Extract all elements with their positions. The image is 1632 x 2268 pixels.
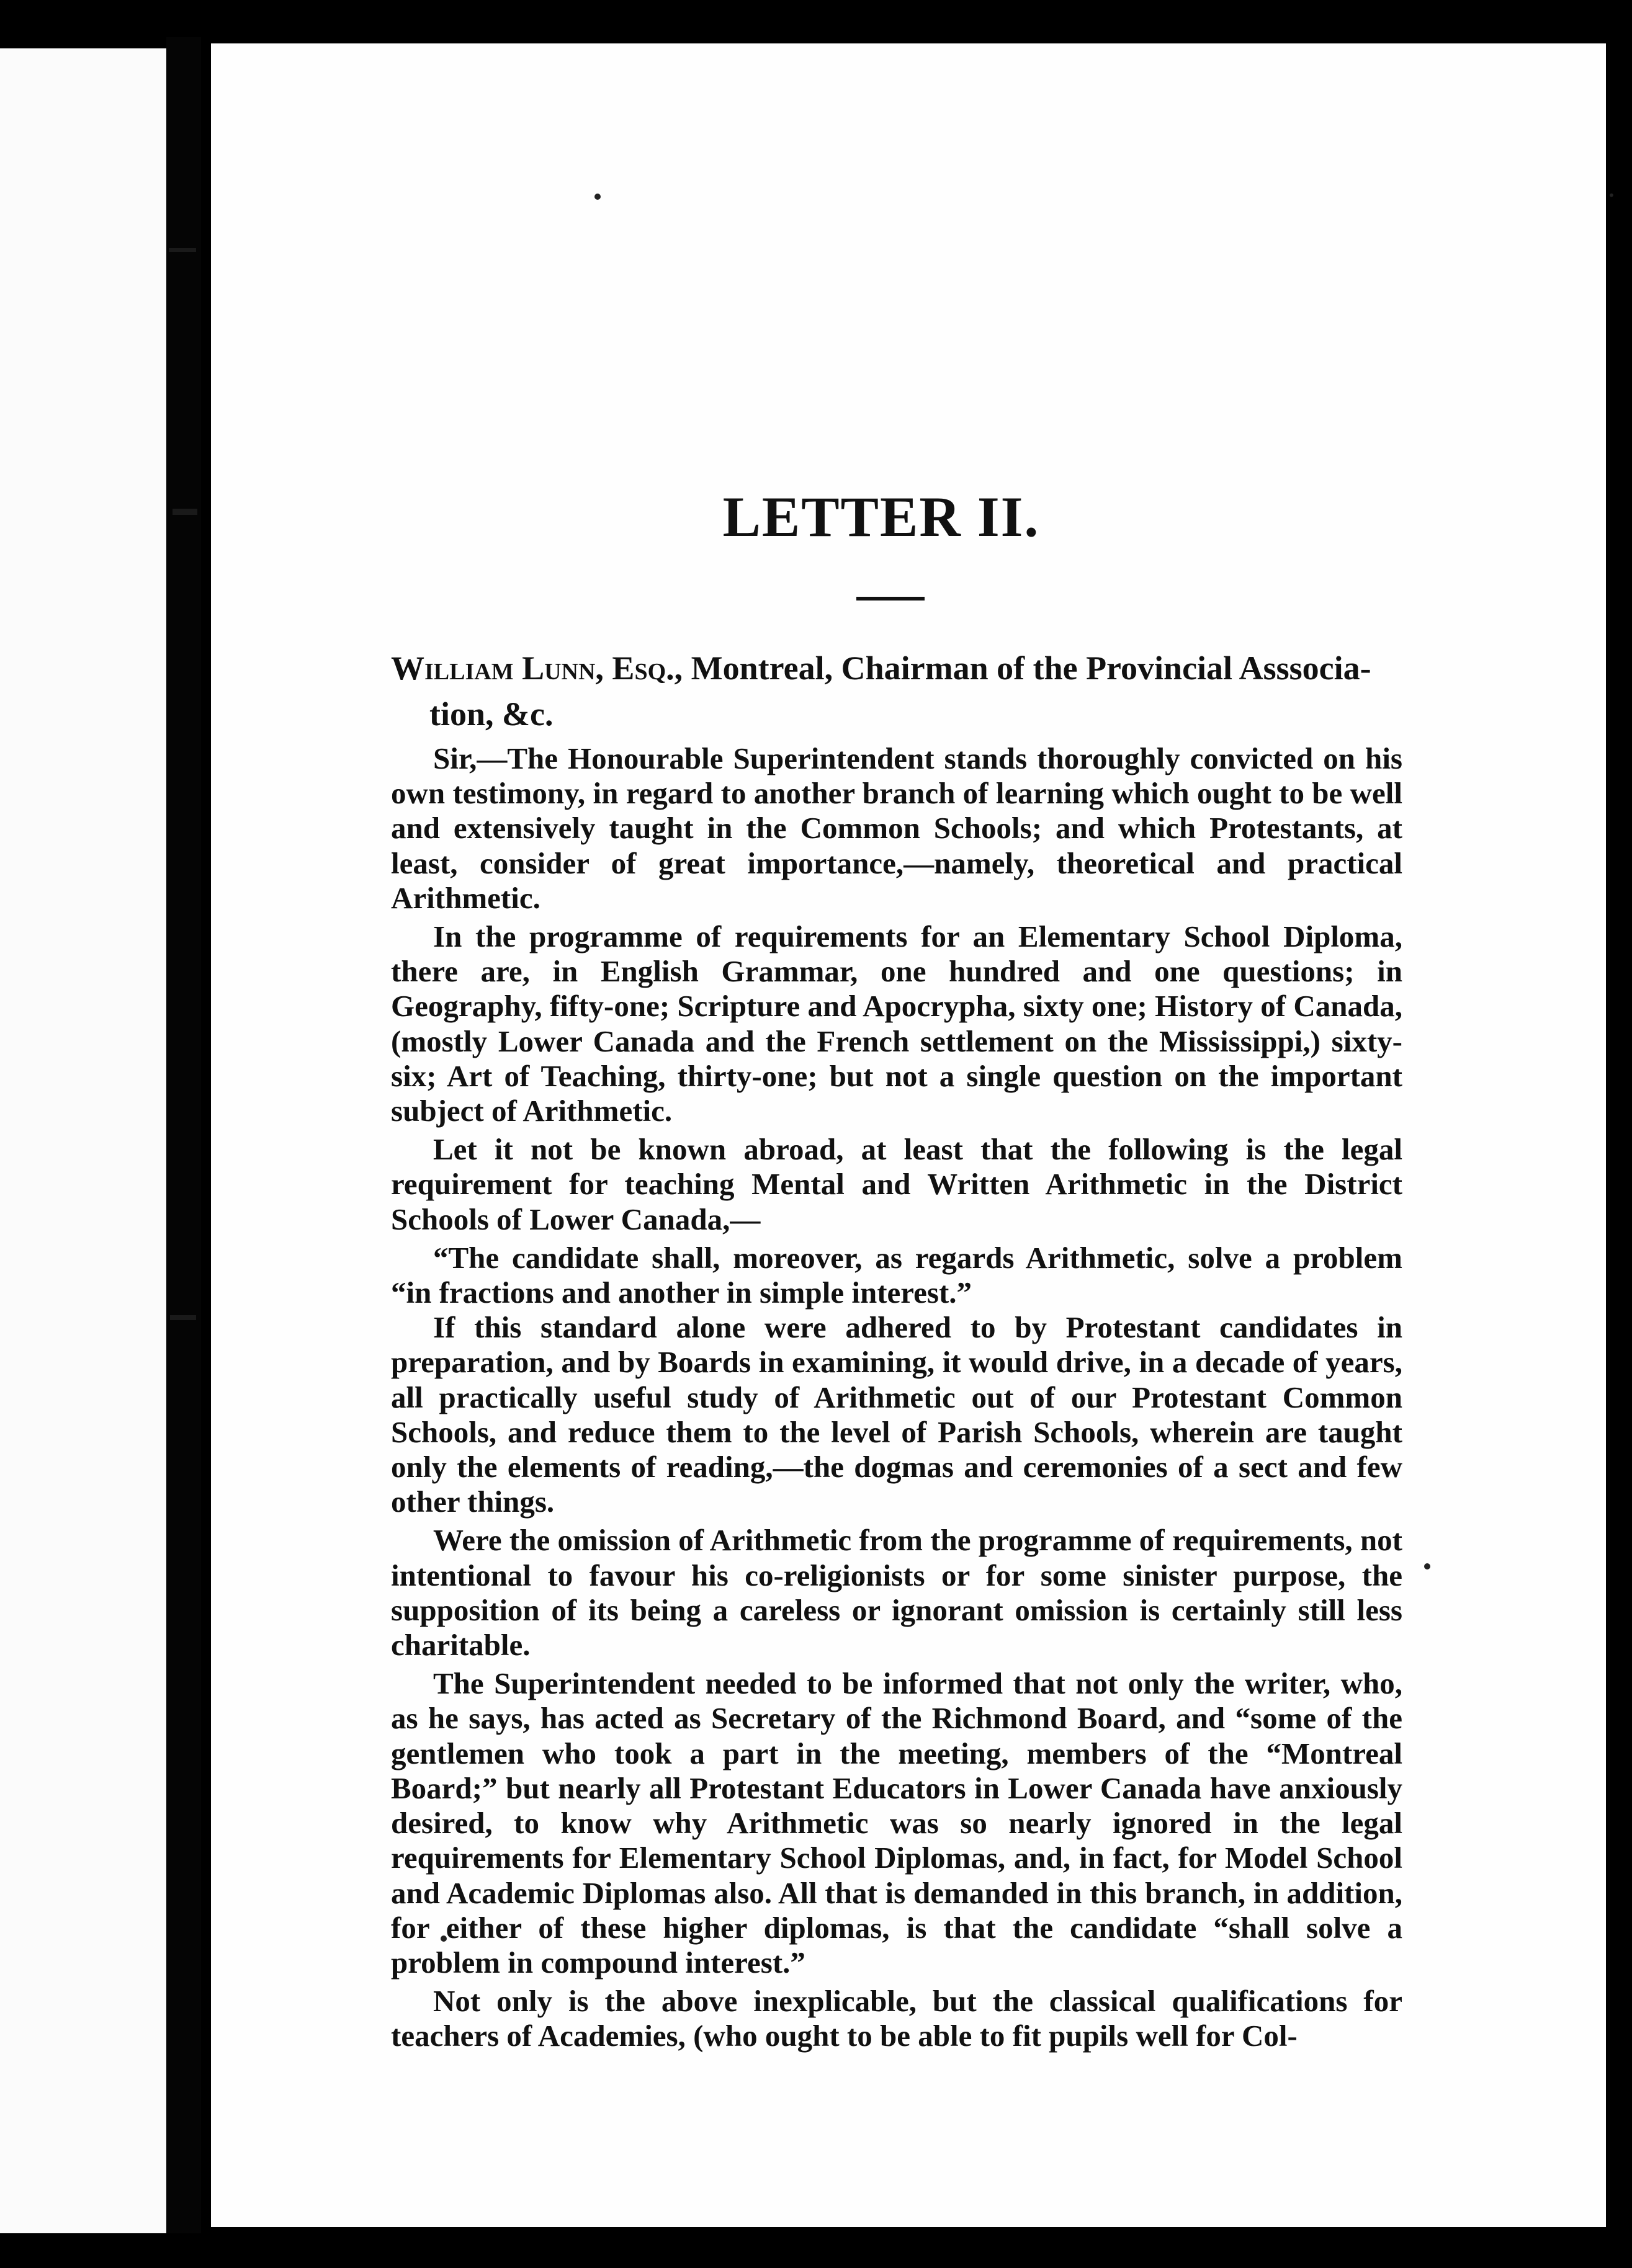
binding-stitch	[169, 248, 196, 252]
letter-body	[391, 741, 1402, 2058]
scan-border-bottom	[0, 2233, 1632, 2268]
ink-speck	[1424, 1563, 1430, 1569]
addressee-rest-line1: Montreal, Chairman of the Provincial Asssocia-	[683, 650, 1371, 687]
paragraph-2: In the programme of requirements for an Elementary School Diploma, there are, in English Grammar, one hundred and one questions; in Geography, fifty-one; Scripture and Apocrypha, sixty one; History of Canada, (mostly Lower Canada and the French settlement on the Mississippi,) sixty-six; Art of Teaching, thirty-one; but not a single question on the important subject of Arithmetic.	[391, 919, 1402, 1128]
ink-speck	[594, 194, 601, 200]
addressee-name: William Lunn, Esq.,	[391, 650, 683, 687]
paragraph-7: The Superintendent needed to be informed that not only the writer, who, as he says, has acted as Secretary of the Richmond Board, and “some of the gentlemen who took a part in the meeting, members of the “Montreal Board;” but nearly all Protestant Educators in Lower Canada have anxiously desired, to know why Arithmetic was so nearly ignored in the legal requirements for Elementary School Diplomas, and, in fact, for Model School and Academic Diplomas also. All that is demanded in this branch, in addition, for either of these higher diplomas, is that the candidate “shall solve a problem in compound interest.”	[391, 1666, 1402, 1980]
binding-stitch	[170, 1315, 196, 1320]
paragraph-3: Let it not be known abroad, at least that the following is the legal requirement for teaching Mental and Written Arithmetic in the District Schools of Lower Canada,—	[391, 1132, 1402, 1236]
paragraph-6: Were the omission of Arithmetic from the programme of requirements, not intentional to favour his co-religionists or for some sinister purpose, the supposition of its being a careless or ignorant omission is certainly still less charitable.	[391, 1523, 1402, 1663]
book-binding	[166, 37, 201, 2239]
addressee-rest-line2: tion, &c.	[429, 695, 554, 733]
binding-stitch	[173, 509, 197, 515]
facing-page-edge	[0, 48, 170, 2233]
addressee-line	[391, 645, 1415, 737]
scan-border-top	[0, 0, 1632, 48]
paragraph-8: Not only is the above inexplicable, but the classical qualifications for teachers of Academies, (who ought to be able to fit pupils well for Col-	[391, 1984, 1402, 2053]
letter-heading: LETTER II.	[722, 485, 1040, 548]
paragraph-5: If this standard alone were adhered to by Protestant candidates in preparation, and by Boards in examining, it would drive, in a decade of years, all practically useful study of Arithmetic out of our Protestant Common Schools, and reduce them to the level of Parish Schools, wherein are taught only the elements of reading,—the dogmas and ceremonies of a sect and few other things.	[391, 1310, 1402, 1519]
heading-rule	[856, 597, 925, 600]
paragraph-1: Sir,—The Honourable Superintendent stands thoroughly convicted on his own testimony, in regard to another branch of learning which ought to be well and extensively taught in the Common Schools; and which Protestants, at least, consider of great importance,—namely, theoretical and practical Arithmetic.	[391, 741, 1402, 915]
edge-ink-mark: ·	[1607, 180, 1616, 212]
paragraph-quote: “The candidate shall, moreover, as regards Arithmetic, solve a problem “in fractions and another in simple interest.”	[391, 1240, 1402, 1310]
